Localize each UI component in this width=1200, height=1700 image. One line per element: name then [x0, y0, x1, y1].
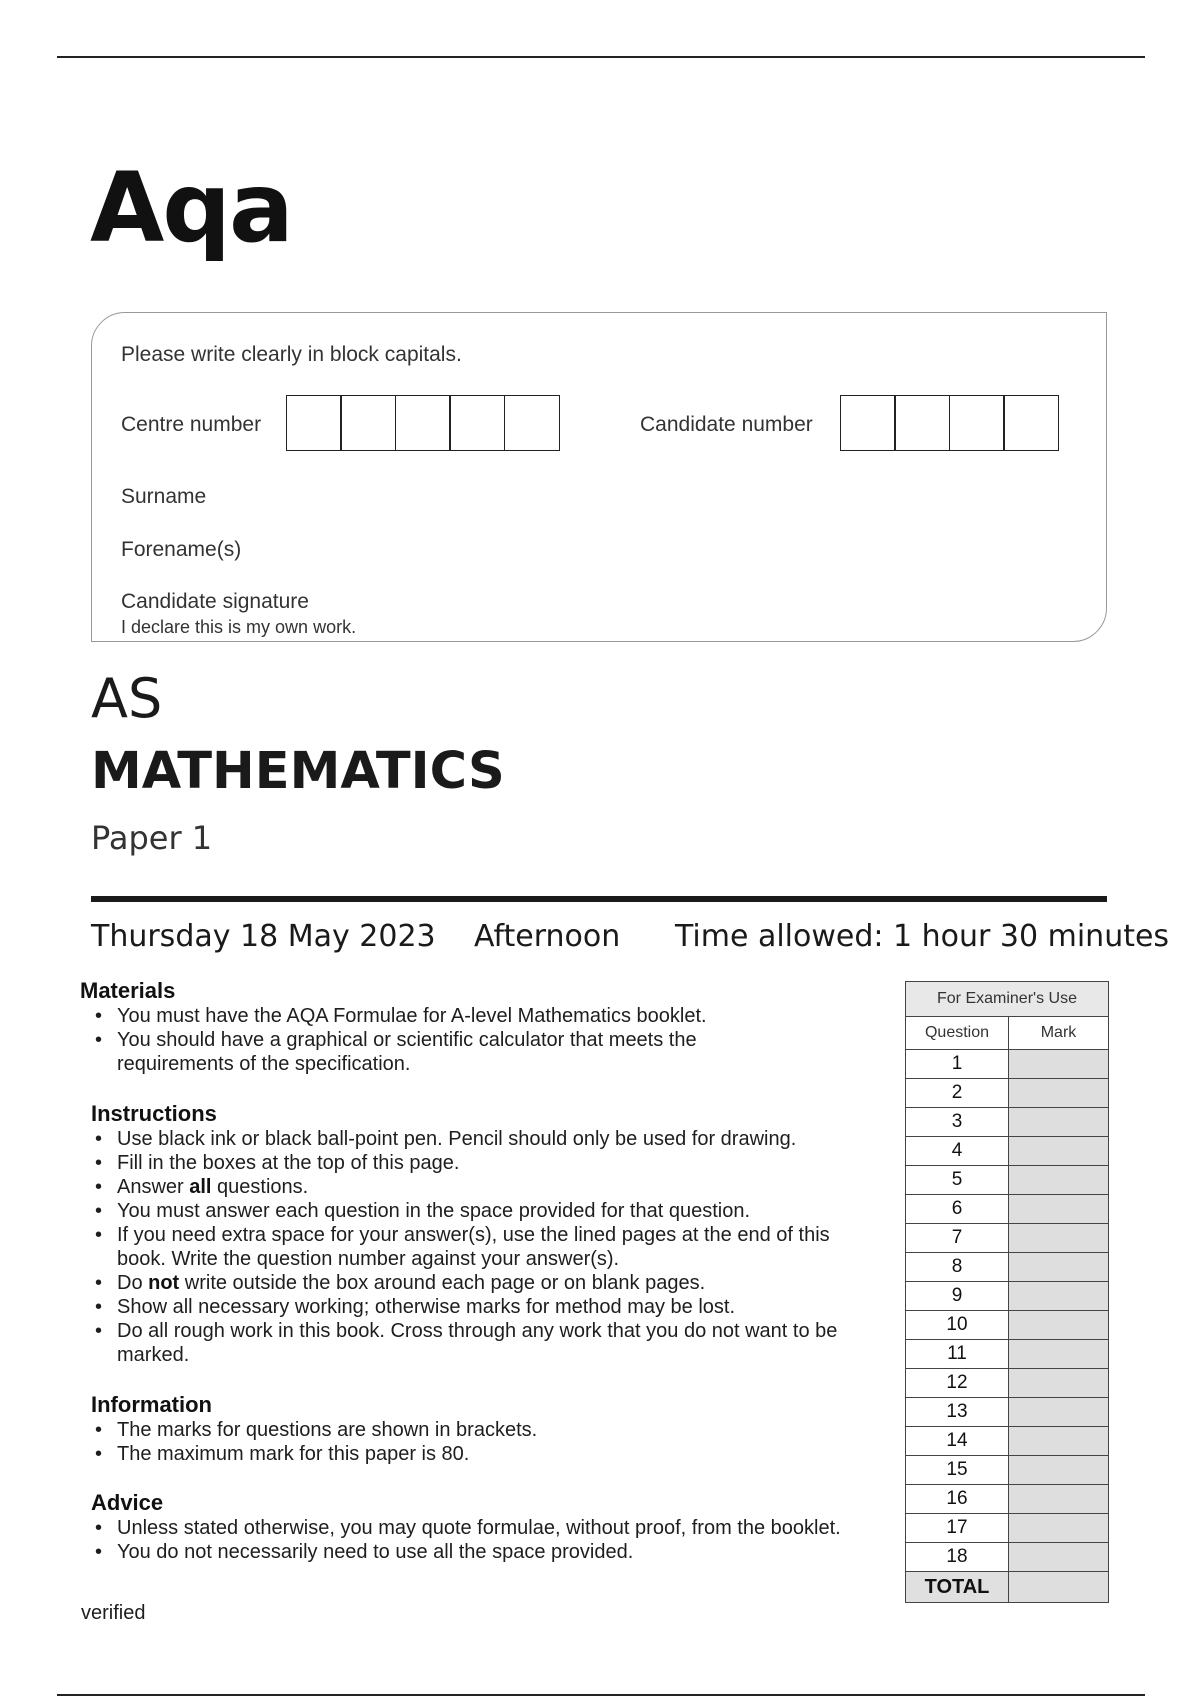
table-row: [906, 1166, 1109, 1195]
mark-cell[interactable]: [1009, 1050, 1109, 1079]
heading-divider: [91, 896, 1107, 902]
question-number-cell: 12: [906, 1369, 1009, 1398]
verified-note: verified: [81, 1602, 146, 1624]
bullet-icon: •: [95, 1296, 103, 1318]
mark-cell[interactable]: [1009, 1079, 1109, 1108]
table-row: [906, 1456, 1109, 1485]
question-number-cell: 3: [906, 1108, 1009, 1137]
bullet-icon: •: [95, 1419, 103, 1441]
bullet-icon: •: [95, 1443, 103, 1465]
list-item: • The maximum mark for this paper is 80.: [95, 1443, 470, 1465]
bullet-icon: •: [95, 1152, 103, 1174]
question-number-cell: 15: [906, 1456, 1009, 1485]
table-row: [906, 1224, 1109, 1253]
mark-cell[interactable]: [1009, 1166, 1109, 1195]
surname-label: Surname: [121, 485, 207, 508]
list-item: • Unless stated otherwise, you may quote formulae, without proof, from the booklet.: [95, 1517, 841, 1539]
list-item: • Use black ink or black ball-point pen. Pencil should only be used for drawing.: [95, 1128, 797, 1150]
time-allowed: Time allowed: 1 hour 30 minutes: [675, 919, 1170, 954]
question-number-cell: 7: [906, 1224, 1009, 1253]
mark-cell[interactable]: [1009, 1108, 1109, 1137]
mark-cell[interactable]: [1009, 1195, 1109, 1224]
table-row: [906, 1282, 1109, 1311]
instructions-heading: Instructions: [91, 1101, 217, 1126]
mark-cell[interactable]: [1009, 1224, 1109, 1253]
mark-cell[interactable]: [1009, 1253, 1109, 1282]
question-number-cell: 14: [906, 1427, 1009, 1456]
advice-heading: Advice: [91, 1490, 164, 1515]
question-number-cell: 18: [906, 1543, 1009, 1572]
block-capitals-instruction: Please write clearly in block capitals.: [121, 343, 462, 366]
candidate-number-digit-box[interactable]: [1003, 395, 1059, 451]
question-number-cell: 10: [906, 1311, 1009, 1340]
candidate-number-digit-box[interactable]: [840, 395, 896, 451]
table-row: [906, 1195, 1109, 1224]
total-row: [906, 1572, 1109, 1603]
list-item: • Do not write outside the box around each page or on blank pages.: [95, 1272, 706, 1294]
table-row: [906, 1079, 1109, 1108]
candidate-number-digit-box[interactable]: [949, 395, 1005, 451]
mark-cell[interactable]: [1009, 1514, 1109, 1543]
table-row: [906, 1427, 1109, 1456]
list-item: • Do all rough work in this book. Cross through any work that you do not want to be marked.: [95, 1320, 838, 1366]
candidate-details-box: [91, 312, 1107, 642]
candidate-number-boxes[interactable]: [841, 395, 1059, 451]
centre-number-digit-box[interactable]: [286, 395, 342, 451]
forenames-label: Forename(s): [121, 538, 242, 561]
mark-cell[interactable]: [1009, 1137, 1109, 1166]
table-row: [906, 1398, 1109, 1427]
question-number-cell: 16: [906, 1485, 1009, 1514]
list-item: • The marks for questions are shown in brackets.: [95, 1419, 538, 1441]
question-number-cell: 5: [906, 1166, 1009, 1195]
exam-date: Thursday 18 May 2023: [91, 919, 436, 954]
centre-number-digit-box[interactable]: [395, 395, 451, 451]
list-item: • You must have the AQA Formulae for A-level Mathematics booklet.: [95, 1005, 707, 1027]
mark-cell[interactable]: [1009, 1485, 1109, 1514]
materials-section: [80, 978, 880, 1076]
mark-cell[interactable]: [1009, 1369, 1109, 1398]
materials-heading: Materials: [80, 978, 176, 1003]
bullet-icon: •: [95, 1200, 103, 1222]
bullet-icon: •: [95, 1224, 103, 1246]
bullet-icon: •: [95, 1320, 103, 1342]
bullet-icon: •: [95, 1541, 103, 1563]
centre-number-label: Centre number: [121, 413, 262, 436]
mark-cell[interactable]: [1009, 1282, 1109, 1311]
list-item: • If you need extra space for your answer(s), use the lined pages at the end of this book. Write the question number against your answer(s).: [95, 1224, 830, 1270]
mark-cell[interactable]: [1009, 1456, 1109, 1485]
paper-number: Paper 1: [91, 819, 213, 857]
examiner-use-title: For Examiner's Use: [906, 982, 1109, 1017]
aqa-logo: Aqa: [90, 152, 292, 264]
candidate-signature-label: Candidate signature: [121, 590, 309, 613]
exam-session: Afternoon: [474, 919, 621, 954]
examiner-use-table: [905, 981, 1109, 1603]
question-number-cell: 13: [906, 1398, 1009, 1427]
candidate-number-label: Candidate number: [640, 413, 813, 436]
bullet-icon: •: [95, 1005, 103, 1027]
table-row: [906, 1050, 1109, 1079]
question-number-cell: 9: [906, 1282, 1009, 1311]
table-row: [906, 1108, 1109, 1137]
qualification-level: AS: [91, 667, 163, 730]
mark-cell[interactable]: [1009, 1398, 1109, 1427]
bullet-icon: •: [95, 1128, 103, 1150]
question-number-cell: 2: [906, 1079, 1009, 1108]
top-rule: [57, 56, 1145, 58]
bullet-icon: •: [95, 1029, 103, 1051]
question-number-cell: 6: [906, 1195, 1009, 1224]
table-row: [906, 1340, 1109, 1369]
information-section: [91, 1392, 891, 1466]
table-row: [906, 1137, 1109, 1166]
question-number-cell: 8: [906, 1253, 1009, 1282]
table-row: [906, 1514, 1109, 1543]
table-row: [906, 1311, 1109, 1340]
subject-title: MATHEMATICS: [91, 742, 505, 801]
centre-number-boxes[interactable]: [287, 395, 560, 451]
candidate-number-digit-box[interactable]: [894, 395, 950, 451]
instructions-section: [91, 1101, 891, 1367]
information-heading: Information: [91, 1392, 212, 1417]
list-item: • Show all necessary working; otherwise marks for method may be lost.: [95, 1296, 736, 1318]
mark-cell[interactable]: [1009, 1427, 1109, 1456]
bullet-icon: •: [95, 1176, 103, 1198]
table-row: [906, 1253, 1109, 1282]
bullet-icon: •: [95, 1517, 103, 1539]
mark-cell[interactable]: [1009, 1340, 1109, 1369]
list-item: • You should have a graphical or scientific calculator that meets the requirements of the specification.: [95, 1029, 697, 1075]
declaration-text: I declare this is my own work.: [121, 617, 357, 637]
list-item: • You must answer each question in the space provided for that question.: [95, 1200, 750, 1222]
total-label: TOTAL: [906, 1572, 1009, 1603]
question-number-cell: 4: [906, 1137, 1009, 1166]
mark-cell[interactable]: [1009, 1543, 1109, 1572]
mark-cell[interactable]: [1009, 1311, 1109, 1340]
list-item: • Answer all questions.: [95, 1176, 309, 1198]
question-number-cell: 1: [906, 1050, 1009, 1079]
centre-number-digit-box[interactable]: [504, 395, 560, 451]
table-row: [906, 1543, 1109, 1572]
list-item: • You do not necessarily need to use all the space provided.: [95, 1541, 634, 1563]
advice-section: [91, 1490, 891, 1564]
question-column-header: Question: [906, 1017, 1009, 1050]
bottom-rule: [57, 1694, 1145, 1696]
bullet-icon: •: [95, 1272, 103, 1294]
table-row: [906, 1369, 1109, 1398]
list-item: • Fill in the boxes at the top of this page.: [95, 1152, 460, 1174]
centre-number-digit-box[interactable]: [449, 395, 505, 451]
total-mark-cell[interactable]: [1009, 1572, 1109, 1603]
mark-column-header: Mark: [1009, 1017, 1109, 1050]
table-row: [906, 1485, 1109, 1514]
question-number-cell: 17: [906, 1514, 1009, 1543]
centre-number-digit-box[interactable]: [340, 395, 396, 451]
question-number-cell: 11: [906, 1340, 1009, 1369]
